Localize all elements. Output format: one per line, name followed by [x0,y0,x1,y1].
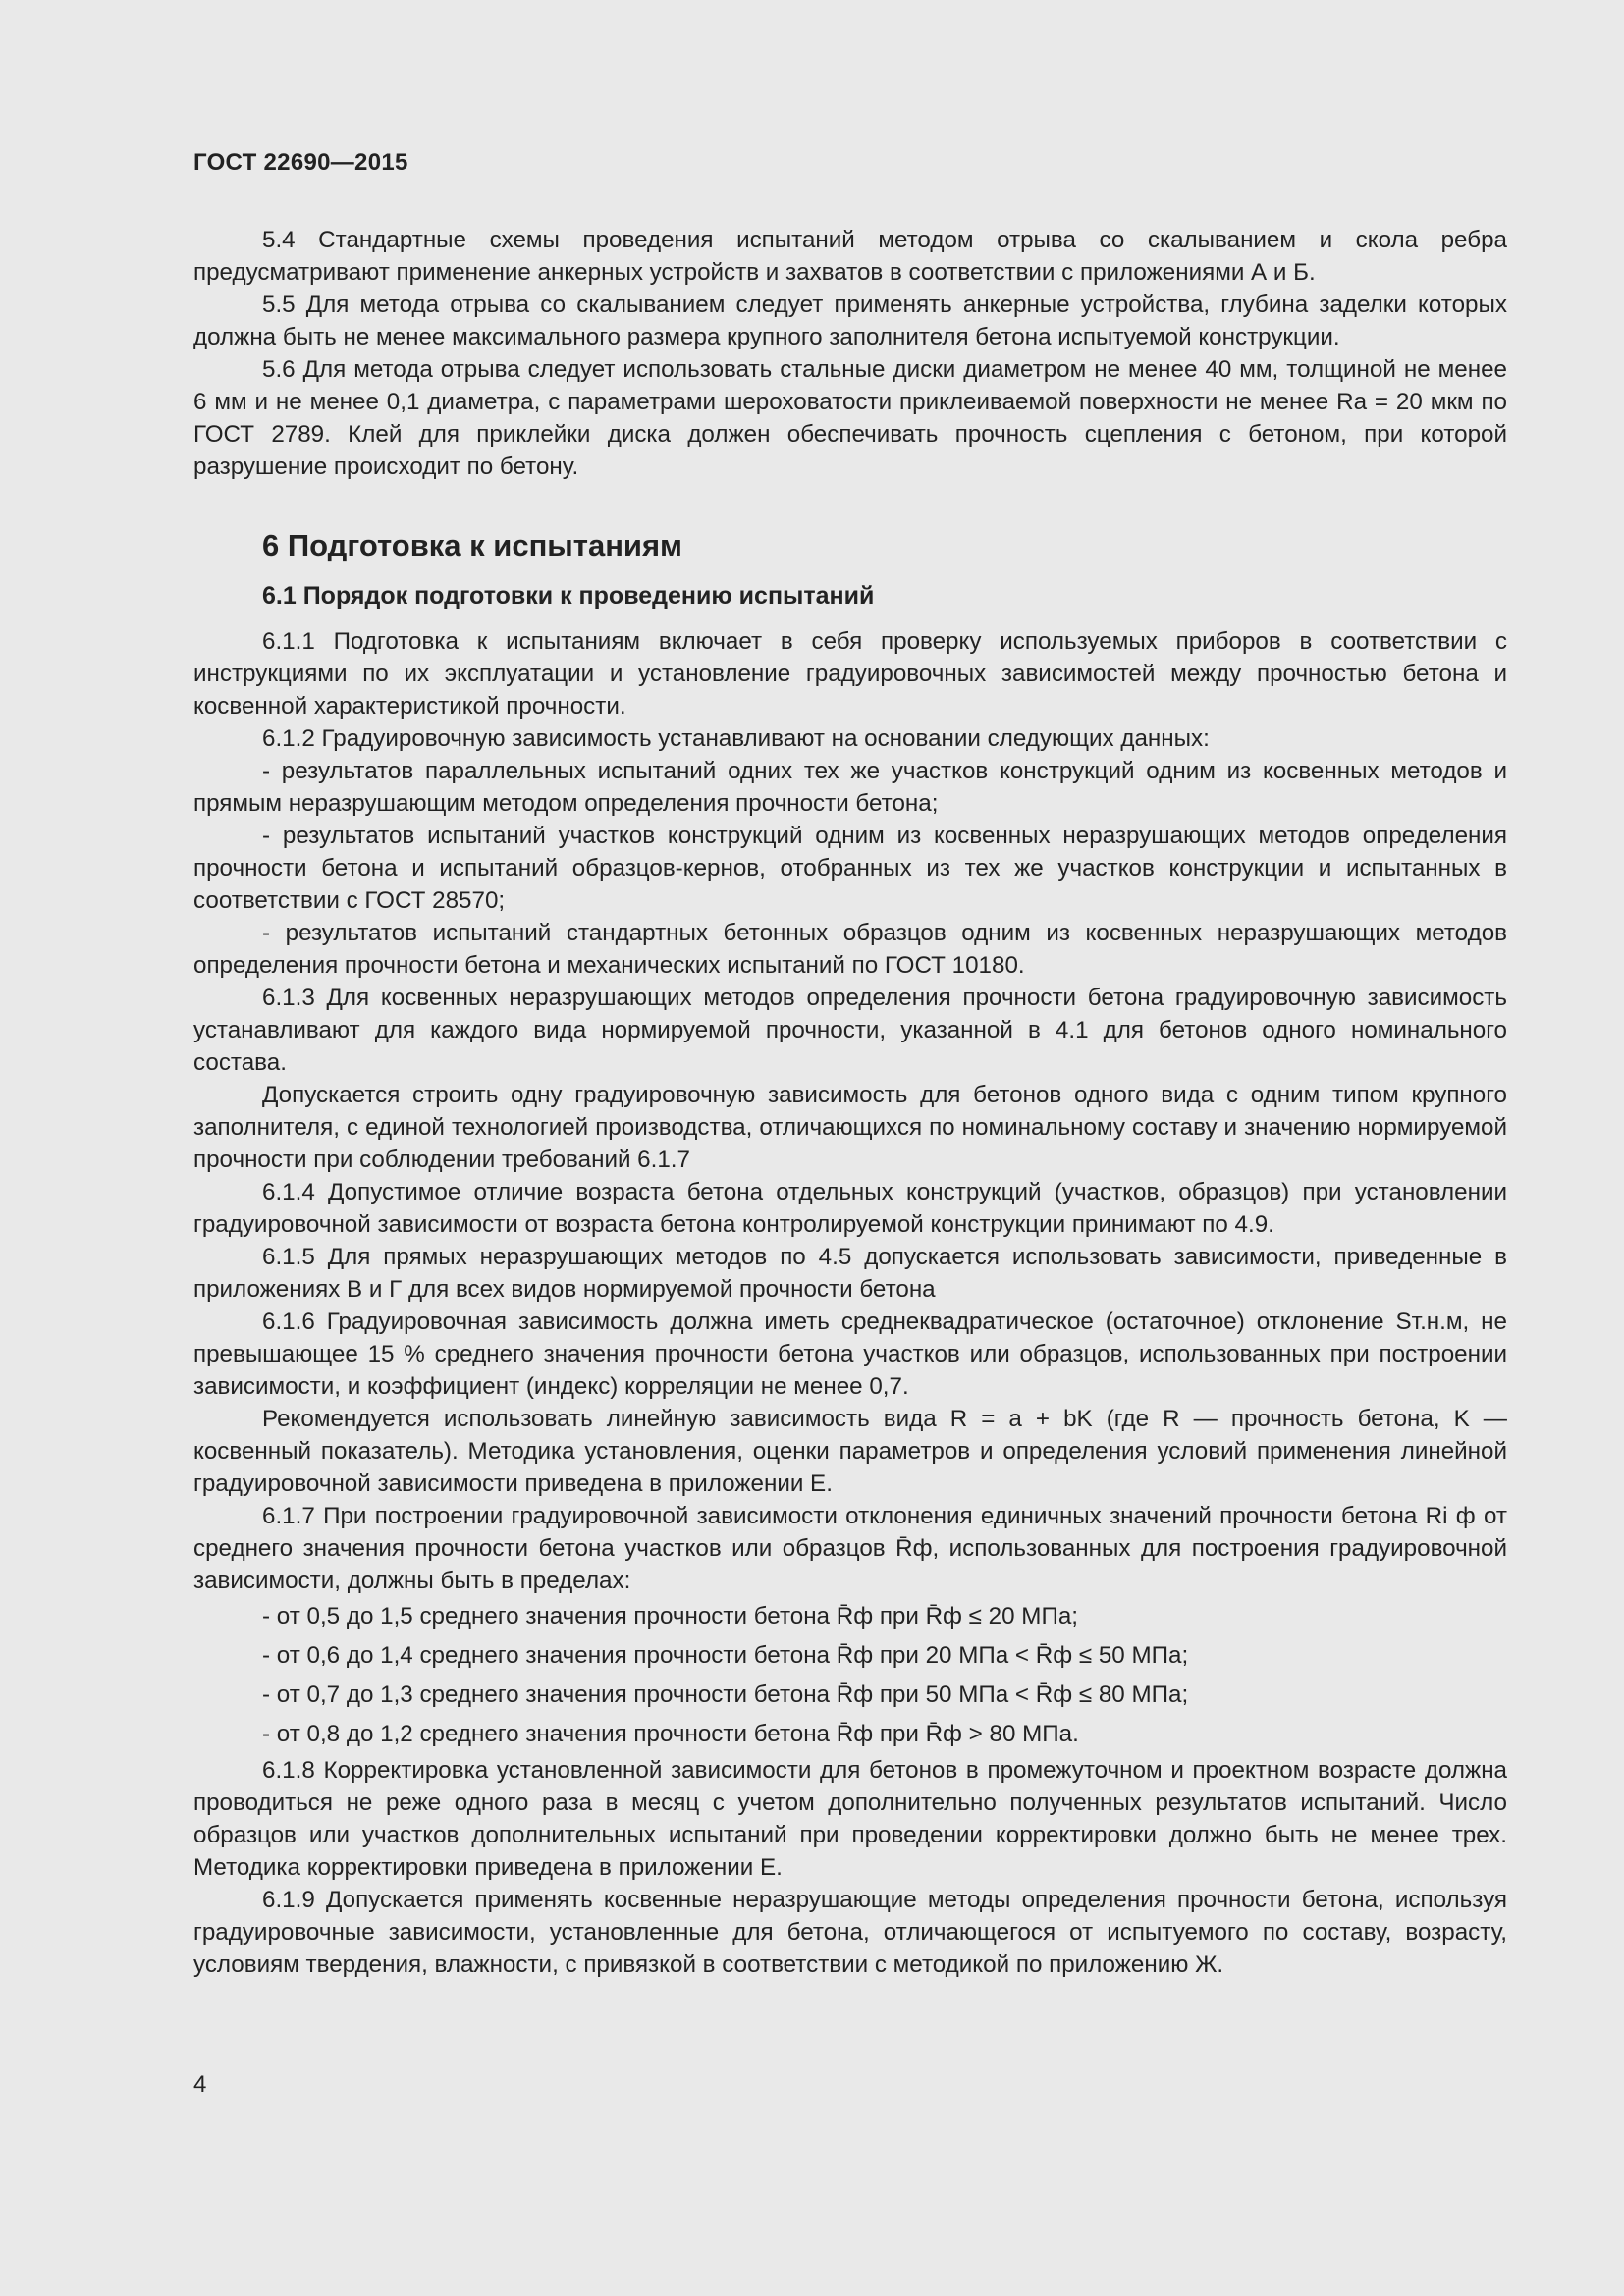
page-number: 4 [193,2071,207,2098]
paragraph-6-1-9: 6.1.9 Допускается применять косвенные неразрушающие методы определения прочности бетона, используя градуировочные зависимости, установленные для бетона, отличающегося от испытуемого по составу, возрасту, условиям твердения, влажности, с привязкой в соответствии с методикой по приложению Ж. [193,1887,1507,1978]
paragraph-5-6: 5.6 Для метода отрыва следует использовать стальные диски диаметром не менее 40 мм, толщиной не менее 6 мм и не менее 0,1 диаметра, с параметрами шероховатости приклеиваемой поверхности не менее Ra = 20 мкм по ГОСТ 2789. Клей для приклейки диска должен обеспечивать прочность сцепления с бетоном, при которой разрушение происходит по бетону. [193,356,1507,480]
document-header: ГОСТ 22690—2015 [193,149,408,176]
section-6-1-heading: 6.1 Порядок подготовки к проведению испытаний [262,582,875,610]
paragraph-6-1-8: 6.1.8 Корректировка установленной зависимости для бетонов в промежуточном и проектном возрасте должна проводиться не реже одного раза в месяц с учетом дополнительно полученных результатов испытаний. Число образцов или участков дополнительных испытаний при проведении корректировки должно быть не менее трех. Методика корректировки приведена в приложении Е. [193,1757,1507,1881]
paragraph-6-1-3: 6.1.3 Для косвенных неразрушающих методов определения прочности бетона градуировочную зависимость устанавливают для каждого вида нормируемой прочности, указанной в 4.1 для бетонов одного номинального состава. [193,985,1507,1076]
paragraph-6-1-6-note: Рекомендуется использовать линейную зависимость вида R = a + bK (где R — прочность бетона, K — косвенный показатель). Методика установления, оценки параметров и определения условий применения линейной градуировочной зависимости приведена в приложении Е. [193,1406,1507,1497]
paragraph-6-1-4: 6.1.4 Допустимое отличие возраста бетона отдельных конструкций (участков, образцов) при установлении градуировочной зависимости от возраста бетона контролируемой конструкции принимают по 4.9. [193,1179,1507,1238]
document-body [193,224,1507,1981]
paragraph-5-4: 5.4 Стандартные схемы проведения испытаний методом отрыва со скалыванием и скола ребра предусматривают применение анкерных устройств и захватов в соответствии с приложениями А и Б. [193,227,1507,286]
list-item-6-1-2-c: - результатов испытаний стандартных бетонных образцов одним из косвенных неразрушающих методов определения прочности бетона и механических испытаний по ГОСТ 10180. [193,920,1507,979]
list-item-limit-2: - от 0,6 до 1,4 среднего значения прочности бетона R̄ф при 20 МПа < R̄ф ≤ 50 МПа; [262,1642,1189,1669]
paragraph-6-1-2: 6.1.2 Градуировочную зависимость устанавливают на основании следующих данных: [262,725,1210,752]
list-item-6-1-2-a: - результатов параллельных испытаний одних тех же участков конструкций одним из косвенных методов и прямым неразрушающим методом определения прочности бетона; [193,758,1507,817]
section-6-heading: 6 Подготовка к испытаниям [262,528,682,562]
list-item-limit-1: - от 0,5 до 1,5 среднего значения прочности бетона R̄ф при R̄ф ≤ 20 МПа; [262,1603,1079,1629]
paragraph-5-5: 5.5 Для метода отрыва со скалыванием следует применять анкерные устройства, глубина заделки которых должна быть не менее максимального размера крупного заполнителя бетона испытуемой конструкции. [193,292,1507,350]
paragraph-6-1-7: 6.1.7 При построении градуировочной зависимости отклонения единичных значений прочности бетона Ri ф от среднего значения прочности бетона участков или образцов R̄ф, использованных для построения градуировочной зависимости, должны быть в пределах: [193,1503,1507,1594]
paragraph-6-1-6: 6.1.6 Градуировочная зависимость должна иметь среднеквадратическое (остаточное) отклонение Sт.н.м, не превышающее 15 % среднего значения прочности бетона участков или образцов, использованных при построении зависимости, и коэффициент (индекс) корреляции не менее 0,7. [193,1308,1507,1400]
list-item-limit-3: - от 0,7 до 1,3 среднего значения прочности бетона R̄ф при 50 МПа < R̄ф ≤ 80 МПа; [262,1682,1189,1708]
list-item-6-1-2-b: - результатов испытаний участков конструкций одним из косвенных неразрушающих методов определения прочности бетона и испытаний образцов-кернов, отобранных из тех же участков конструкции и испытанных в соответствии с ГОСТ 28570; [193,823,1507,914]
paragraph-6-1-1: 6.1.1 Подготовка к испытаниям включает в себя проверку используемых приборов в соответствии с инструкциями по их эксплуатации и установление градуировочных зависимостей между прочностью бетона и косвенной характеристикой прочности. [193,628,1507,720]
strength-limits-list [262,1597,1507,1754]
paragraph-6-1-5: 6.1.5 Для прямых неразрушающих методов по 4.5 допускается использовать зависимости, приведенные в приложениях В и Г для всех видов нормируемой прочности бетона [193,1244,1507,1303]
list-item-limit-4: - от 0,8 до 1,2 среднего значения прочности бетона R̄ф при R̄ф > 80 МПа. [262,1721,1079,1747]
paragraph-6-1-3-note: Допускается строить одну градуировочную зависимость для бетонов одного вида с одним типом крупного заполнителя, с единой технологией производства, отличающихся по номинальному составу и значению нормируемой прочности при соблюдении требований 6.1.7 [193,1082,1507,1173]
